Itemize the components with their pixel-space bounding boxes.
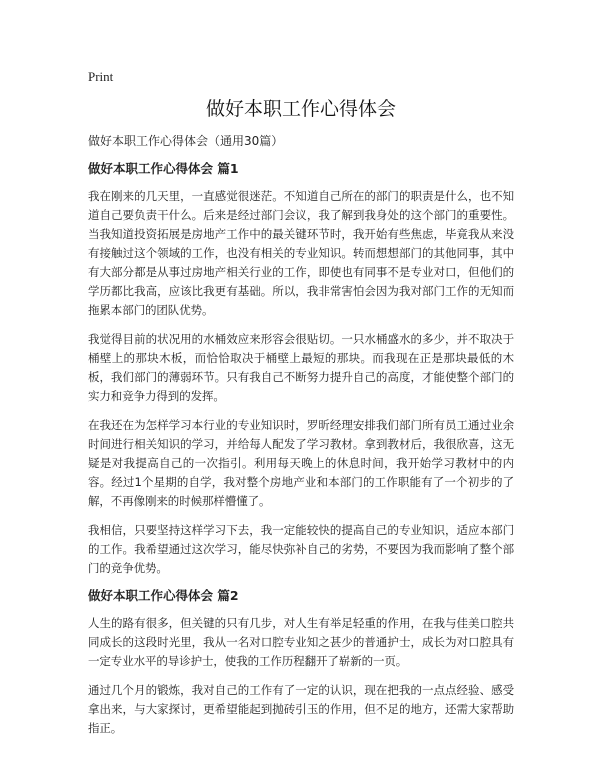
paragraph: 我在刚来的几天里，一直感觉很迷茫。不知道自己所在的部门的职责是什么，也不知道自己要负责干什么。后来是经过部门会议，我了解到我身处的这个部门的重要性。当我知道投资拓展是房地产工作中的最关键环节时，我开始有些焦虑，毕竟我从来没有接触过这个领域的工作，也没有相关的专业知识。转而想想部门的其他同事，其中有大部分都是从事过房地产相关行业的工作，即使也有同事不是专业对口，但他们的学历都比我高，应该比我更有基础。所以，我非常害怕会因为我对部门工作的无知而拖累本部门的团队优势。 bbox=[88, 189, 514, 317]
paragraph: 人生的路有很多，但关键的只有几步，对人生有举足轻重的作用，在我与佳美口腔共同成长的这段时光里，我从一名对口腔专业知之甚少的普通护士，成长为对口腔具有一定专业水平的导诊护士，使我的工作历程翻开了崭新的一页。 bbox=[88, 616, 514, 668]
document-title: 做好本职工作心得体会 bbox=[205, 98, 396, 120]
paragraph: 在我还在为怎样学习本行业的专业知识时，罗昕经理安排我们部门所有员工通过业余时间进行相关知识的学习，并给每人配发了学习教材。拿到教材后，我很欣喜，这无疑是对我提高自己的一次指引。利用每天晚上的休息时间，我开始学习教材中的内容。经过1个星期的自学，我对整个房地产业和本部门的工作职能有了一个初步的了解，不再像刚来的时候那样懵懂了。 bbox=[88, 418, 514, 508]
print-link[interactable]: Print bbox=[88, 69, 114, 84]
paragraph: 我相信，只要坚持这样学习下去，我一定能较快的提高自己的专业知识，适应本部门的工作。我希望通过这次学习，能尽快弥补自己的劣势，不要因为我而影响了整个部门的竞争优势。 bbox=[88, 523, 514, 575]
section-heading: 做好本职工作心得体会 篇1 bbox=[88, 161, 239, 176]
section-heading: 做好本职工作心得体会 篇2 bbox=[88, 588, 239, 603]
section-1 bbox=[88, 161, 514, 578]
section-2 bbox=[88, 588, 514, 738]
document-subtitle: 做好本职工作心得体会（通用30篇） bbox=[88, 134, 284, 148]
paragraph: 通过几个月的锻炼，我对自己的工作有了一定的认识，现在把我的一点点经验、感受拿出来，与大家探讨，更希望能起到抛砖引玉的作用，但不足的地方，还需大家帮助指正。 bbox=[88, 683, 514, 735]
paragraph: 我觉得目前的状况用的水桶效应来形容会很贴切。一只水桶盛水的多少，并不取决于桶壁上的那块木板，而恰恰取决于桶壁上最短的那块。而我现在正是那块最低的木板，我们部门的薄弱环节。只有我自己不断努力提升自己的高度，才能使整个部门的实力和竞争力得到的发挥。 bbox=[88, 332, 514, 403]
